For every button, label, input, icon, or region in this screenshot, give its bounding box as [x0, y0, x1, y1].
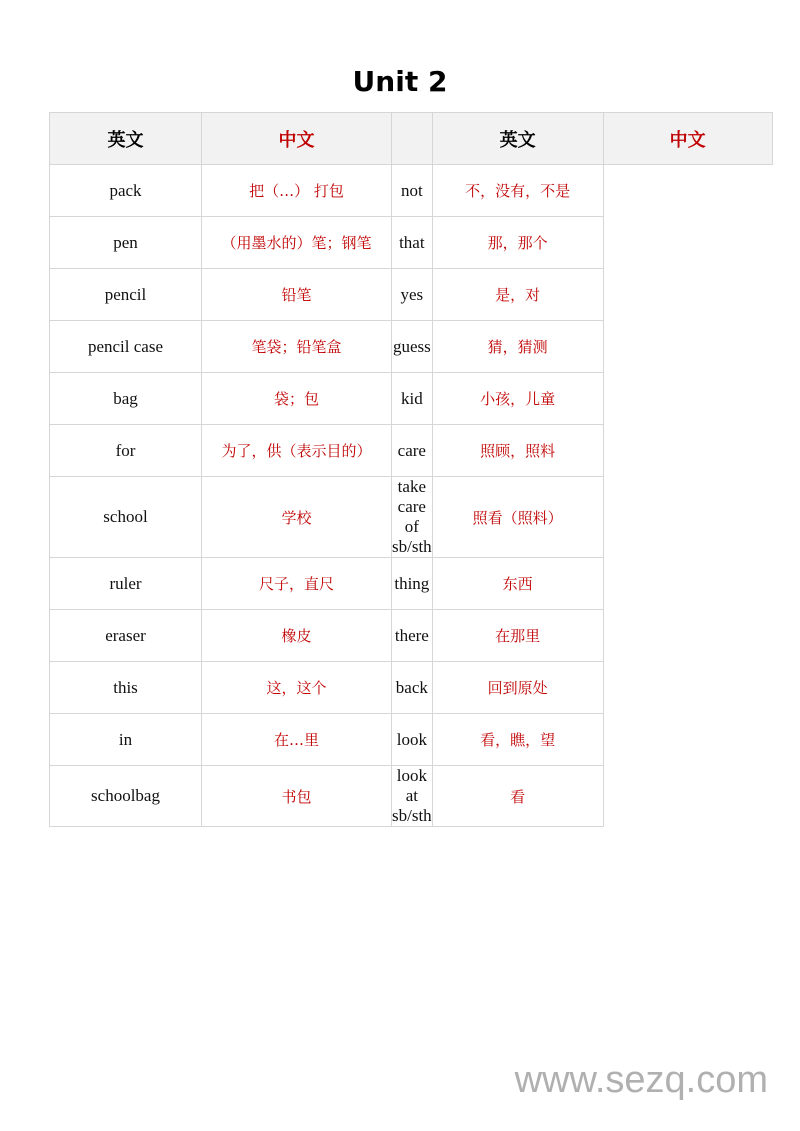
- chinese-meaning-right: 东西: [432, 558, 603, 610]
- english-word-right: kid: [392, 373, 433, 425]
- english-word-right: not: [392, 165, 433, 217]
- chinese-meaning-left: 学校: [202, 477, 392, 558]
- chinese-meaning-left: 把（…） 打包: [202, 165, 392, 217]
- chinese-meaning-left: 书包: [202, 766, 392, 827]
- english-word-left: pack: [50, 165, 202, 217]
- english-word-left: eraser: [50, 610, 202, 662]
- english-word-left: pen: [50, 217, 202, 269]
- english-word-left: schoolbag: [50, 766, 202, 827]
- header-chinese-right: 中文: [603, 113, 772, 165]
- english-word-left: school: [50, 477, 202, 558]
- english-word-left: pencil: [50, 269, 202, 321]
- english-word-left: pencil case: [50, 321, 202, 373]
- table-row: [50, 477, 773, 558]
- chinese-meaning-right: 看，瞧，望: [432, 714, 603, 766]
- english-word-right: take care of sb/sth: [392, 477, 432, 556]
- table-row: [50, 610, 773, 662]
- table-row: [50, 425, 773, 477]
- chinese-meaning-right: 在那里: [432, 610, 603, 662]
- table-row: [50, 558, 773, 610]
- chinese-meaning-right: 小孩，儿童: [432, 373, 603, 425]
- vocabulary-table: [49, 112, 773, 827]
- chinese-meaning-right: 照顾，照料: [432, 425, 603, 477]
- chinese-meaning-left: 笔袋；铅笔盒: [202, 321, 392, 373]
- english-word-left: bag: [50, 373, 202, 425]
- chinese-meaning-right: 猜，猜测: [432, 321, 603, 373]
- chinese-meaning-left: 铅笔: [202, 269, 392, 321]
- table-header-row: [50, 113, 773, 165]
- table-row: [50, 662, 773, 714]
- header-english-left: 英文: [50, 113, 202, 165]
- english-word-right: thing: [392, 558, 433, 610]
- chinese-meaning-right: 是，对: [432, 269, 603, 321]
- english-word-left: for: [50, 425, 202, 477]
- english-word-right: look: [392, 714, 433, 766]
- chinese-meaning-right: 看: [432, 766, 603, 827]
- english-word-right: yes: [392, 269, 433, 321]
- table-row: [50, 321, 773, 373]
- header-chinese-left: 中文: [202, 113, 392, 165]
- chinese-meaning-right: 照看（照料）: [432, 477, 603, 558]
- table-row: [50, 165, 773, 217]
- chinese-meaning-left: （用墨水的）笔；钢笔: [202, 217, 392, 269]
- page-title: Unit 2: [352, 65, 448, 98]
- english-word-right: guess: [392, 321, 433, 373]
- english-word-right: back: [392, 662, 433, 714]
- chinese-meaning-left: 袋；包: [202, 373, 392, 425]
- chinese-meaning-left: 尺子，直尺: [202, 558, 392, 610]
- chinese-meaning-right: 那，那个: [432, 217, 603, 269]
- chinese-meaning-left: 为了，供（表示目的）: [202, 425, 392, 477]
- english-word-right: there: [392, 610, 433, 662]
- chinese-meaning-left: 这，这个: [202, 662, 392, 714]
- english-word-right: care: [392, 425, 433, 477]
- table-row: [50, 766, 773, 827]
- chinese-meaning-left: 橡皮: [202, 610, 392, 662]
- table-row: [50, 373, 773, 425]
- chinese-meaning-right: 回到原处: [432, 662, 603, 714]
- english-word-left: in: [50, 714, 202, 766]
- english-word-right: look at sb/sth: [392, 766, 432, 825]
- english-word-left: this: [50, 662, 202, 714]
- chinese-meaning-right: 不，没有，不是: [432, 165, 603, 217]
- watermark: www.sezq.com: [514, 1059, 768, 1101]
- header-english-right: 英文: [432, 113, 603, 165]
- column-gap: [392, 113, 433, 165]
- table-row: [50, 714, 773, 766]
- vocabulary-rows: [50, 165, 773, 827]
- english-word-left: ruler: [50, 558, 202, 610]
- table-row: [50, 217, 773, 269]
- table-row: [50, 269, 773, 321]
- english-word-right: that: [392, 217, 433, 269]
- chinese-meaning-left: 在…里: [202, 714, 392, 766]
